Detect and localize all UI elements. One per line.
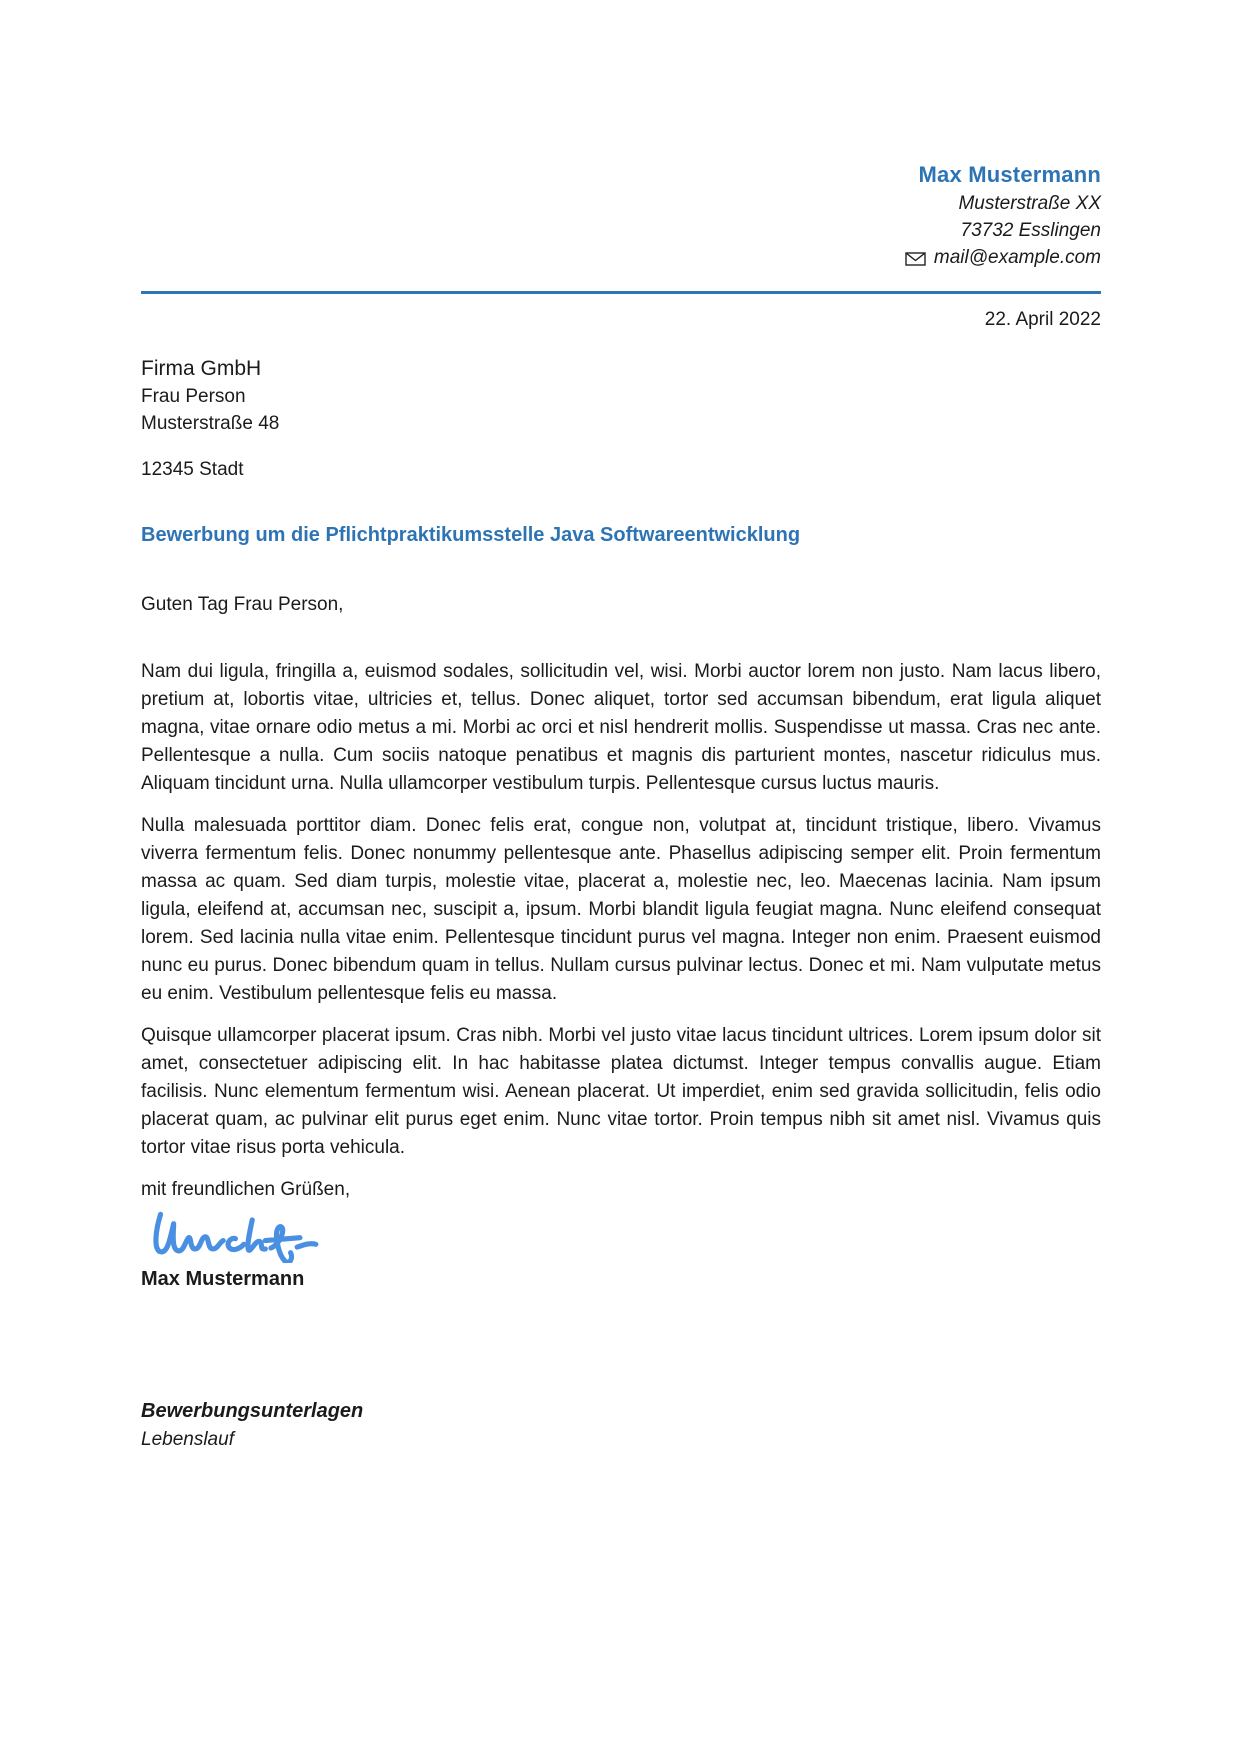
attachments-block [141,1396,1101,1453]
letter-date: 22. April 2022 [984,309,1101,330]
signature-name: Max Mustermann [141,1268,305,1290]
recipient-block [141,355,1101,483]
body-paragraph-2: Nulla malesuada porttitor diam. Donec felis erat, congue non, volutpat at, tincidunt tristique, libero. Vivamus viverra fermentum felis. Donec nonummy pellentesque ante. Phasellus adipiscing semper elit. Proin fermentum massa ac quam. Sed diam turpis, molestie vitae, placerat a, molestie nec, leo. Maecenas lacinia. Nam ipsum ligula, eleifend at, accumsan nec, suscipit a, ipsum. Morbi blandit ligula feugiat magna. Nunc eleifend consequat lorem. Sed lacinia nulla vitae enim. Pellentesque tincidunt purus vel magna. Integer non enim. Praesent euismod nunc eu purus. Donec bibendum quam in tellus. Nullam cursus pulvinar lectus. Donec et mi. Nam vulputate metus eu enim. Vestibulum pellentesque felis eu massa. [141,815,1101,1004]
recipient-contact: Frau Person [141,386,246,407]
recipient-city: 12345 Stadt [141,459,244,480]
body-paragraph-1: Nam dui ligula, fringilla a, euismod sodales, sollicitudin vel, wisi. Morbi auctor lorem non justo. Nam lacus libero, pretium at, lobortis vitae, ultricies et, tellus. Donec aliquet, tortor sed accumsan bibendum, erat ligula aliquet magna, vitae ornare odio metus a mi. Morbi ac orci et nisl hendrerit mollis. Suspendisse ut massa. Cras nec ante. Pellentesque a nulla. Cum sociis natoque penatibus et magnis dis parturient montes, nascetur ridiculus mus. Aliquam tincidunt urna. Nulla ullamcorper vestibulum turpis. Pellentesque cursus luctus mauris. [141,661,1101,794]
header-rule [141,291,1101,294]
sender-block [141,0,1101,271]
closing-regards: mit freundlichen Grüßen, [141,1179,351,1200]
recipient-street: Musterstraße 48 [141,413,280,434]
body-paragraph-3: Quisque ullamcorper placerat ipsum. Cras nibh. Morbi vel justo vitae lacus tincidunt ultrices. Lorem ipsum dolor sit amet, consectetuer adipiscing elit. In hac habitasse platea dictumst. Integer tempus convallis augue. Etiam facilisis. Nunc elementum fermentum wisi. Aenean placerat. Ut imperdiet, enim sed gravida sollicitudin, felis odio placerat quam, ac pulvinar elit purus eget enim. Nunc vitae tortor. Proin tempus nibh sit amet nisl. Vivamus quis tortor vitae risus porta vehicula. [141,1025,1101,1158]
recipient-company: Firma GmbH [141,357,262,380]
attachment-item: Lebenslauf [141,1429,234,1450]
salutation: Guten Tag Frau Person, [141,594,344,615]
sender-street: Musterstraße XX [958,193,1101,214]
sender-city: 73732 Esslingen [960,220,1101,241]
sender-email: mail@example.com [933,247,1101,268]
envelope-icon [905,252,926,266]
subject-line: Bewerbung um die Pflichtpraktikumsstelle Java Softwareentwicklung [141,524,801,546]
signature-image [141,1205,1101,1263]
sender-email-line [141,244,1101,271]
attachments-heading: Bewerbungsunterlagen [141,1400,364,1422]
sender-name: Max Mustermann [918,162,1101,187]
